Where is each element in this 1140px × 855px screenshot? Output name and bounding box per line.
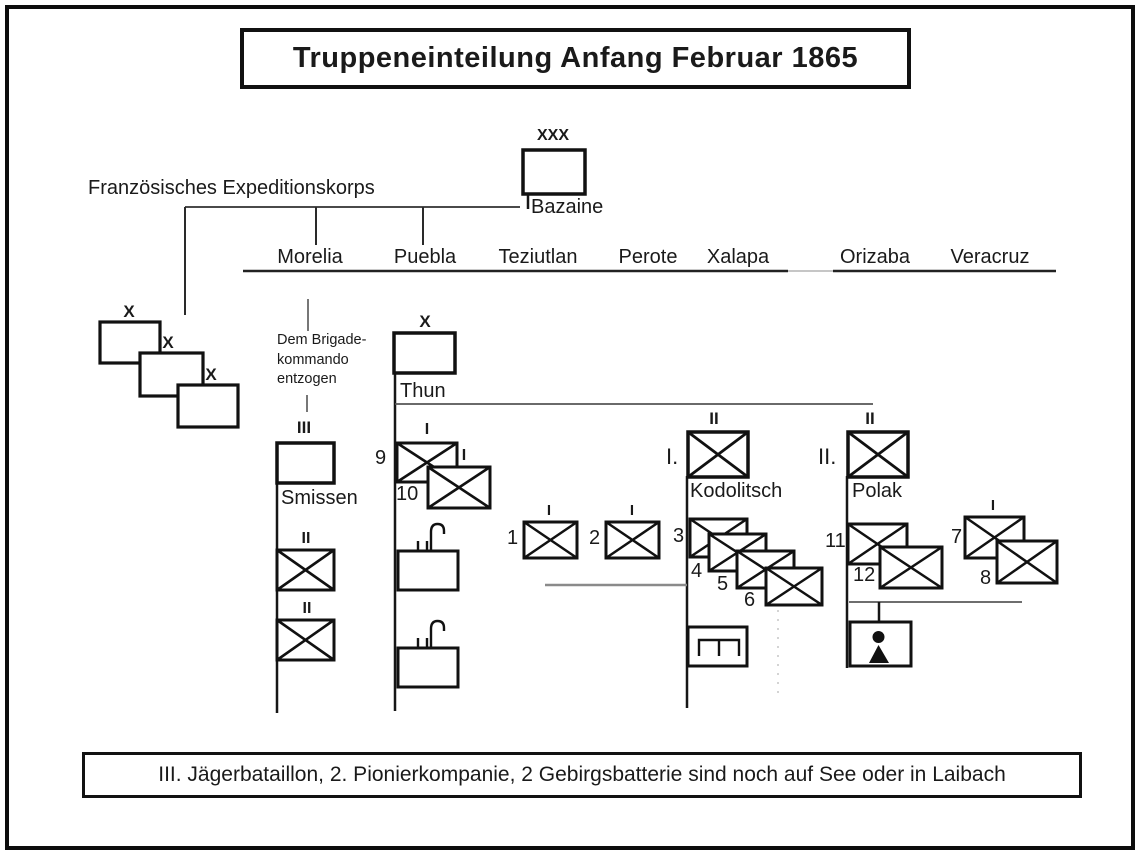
thun-hq-unit-icon [394, 333, 455, 373]
commander-name-bazaine: Bazaine [531, 196, 604, 218]
corps-hq-unit-icon [523, 150, 585, 194]
mountain-battery-unit-icon [850, 622, 911, 666]
cane-hook-unit-icon [398, 621, 458, 687]
brigade-size-indicator: X [205, 365, 217, 384]
footer-note: III. Jägerbataillon, 2. Pionierkompanie, 2 Gebirgsbatterie sind noch auf See oder in Laibach [158, 763, 1006, 786]
unit-number-4: 4 [691, 560, 703, 582]
brigade-size-indicator: X [162, 333, 174, 352]
unit-number-7: 7 [951, 526, 963, 548]
city-label-veracruz: Veracruz [950, 246, 1030, 268]
kodolitsch-size-indicator: II [709, 409, 719, 428]
infantry-battalion-icon [277, 550, 334, 590]
commander-name-smissen: Smissen [281, 487, 358, 509]
diagram-title-box [240, 28, 911, 89]
kodolitsch-hq-unit-icon [688, 432, 748, 477]
city-label-morelia: Morelia [277, 246, 343, 268]
unit-size-indicator: I [990, 497, 996, 514]
commander-name-kodolitsch: Kodolitsch [690, 480, 783, 502]
infantry-company-icon [880, 547, 942, 588]
corps-size-indicator: XXX [536, 127, 570, 144]
city-label-teziutlan: Teziutlan [498, 246, 578, 268]
polak-size-indicator: II [865, 409, 875, 428]
city-label-orizaba: Orizaba [839, 246, 911, 268]
brigade-note-line2: kommando [277, 351, 349, 368]
battalion-size-indicator: II [301, 530, 311, 547]
unit-number-12: 12 [853, 564, 876, 586]
unit-number-10: 10 [396, 483, 419, 505]
city-label-perote: Perote [618, 246, 678, 268]
commander-name-thun: Thun [400, 380, 446, 402]
unit-size-indicator: I [629, 502, 635, 519]
unit-number-9: 9 [375, 447, 387, 469]
infantry-unit-icon [428, 467, 490, 508]
diagram-title: Truppeneinteilung Anfang Februar 1865 [292, 42, 859, 74]
footer-note-box [82, 752, 1082, 798]
brigade-note-line3: entzogen [277, 371, 337, 387]
cane-hook-unit-icon [398, 524, 458, 590]
unit-number-6: 6 [744, 589, 756, 611]
pioneer-bridge-unit-icon [688, 627, 747, 666]
brigade-unit-icon [178, 385, 238, 427]
thun-size-indicator: X [419, 312, 431, 331]
unit-number-2: 2 [589, 527, 601, 549]
polak-prefix: II. [818, 444, 837, 469]
infantry-battalion-icon [277, 620, 334, 660]
brigade-size-indicator: X [123, 302, 135, 321]
unit-size-indicator: I [424, 421, 430, 438]
infantry-company-icon [606, 522, 659, 558]
unit-size-indicator: I [461, 447, 467, 464]
brigade-note-line1: Dem Brigade- [277, 332, 367, 348]
infantry-company-icon [766, 568, 822, 605]
unit-number-11: 11 [825, 530, 846, 552]
unit-number-1: 1 [507, 527, 519, 549]
kodolitsch-prefix: I. [666, 444, 679, 469]
korps-label: Französisches Expeditionskorps [88, 177, 375, 199]
infantry-company-icon [524, 522, 577, 558]
polak-hq-unit-icon [848, 432, 908, 477]
smissen-size-indicator: III [296, 418, 312, 437]
city-label-xalapa: Xalapa [706, 246, 770, 268]
city-label-puebla: Puebla [393, 246, 457, 268]
unit-number-8: 8 [980, 567, 992, 589]
brigade-note [277, 331, 366, 390]
smissen-hq-unit-icon [277, 443, 334, 483]
unit-number-5: 5 [717, 573, 729, 595]
battalion-size-indicator: II [302, 600, 312, 617]
unit-number-3: 3 [673, 525, 685, 547]
commander-name-polak: Polak [852, 480, 903, 502]
unit-size-indicator: I [546, 502, 552, 519]
infantry-company-icon [997, 541, 1057, 583]
